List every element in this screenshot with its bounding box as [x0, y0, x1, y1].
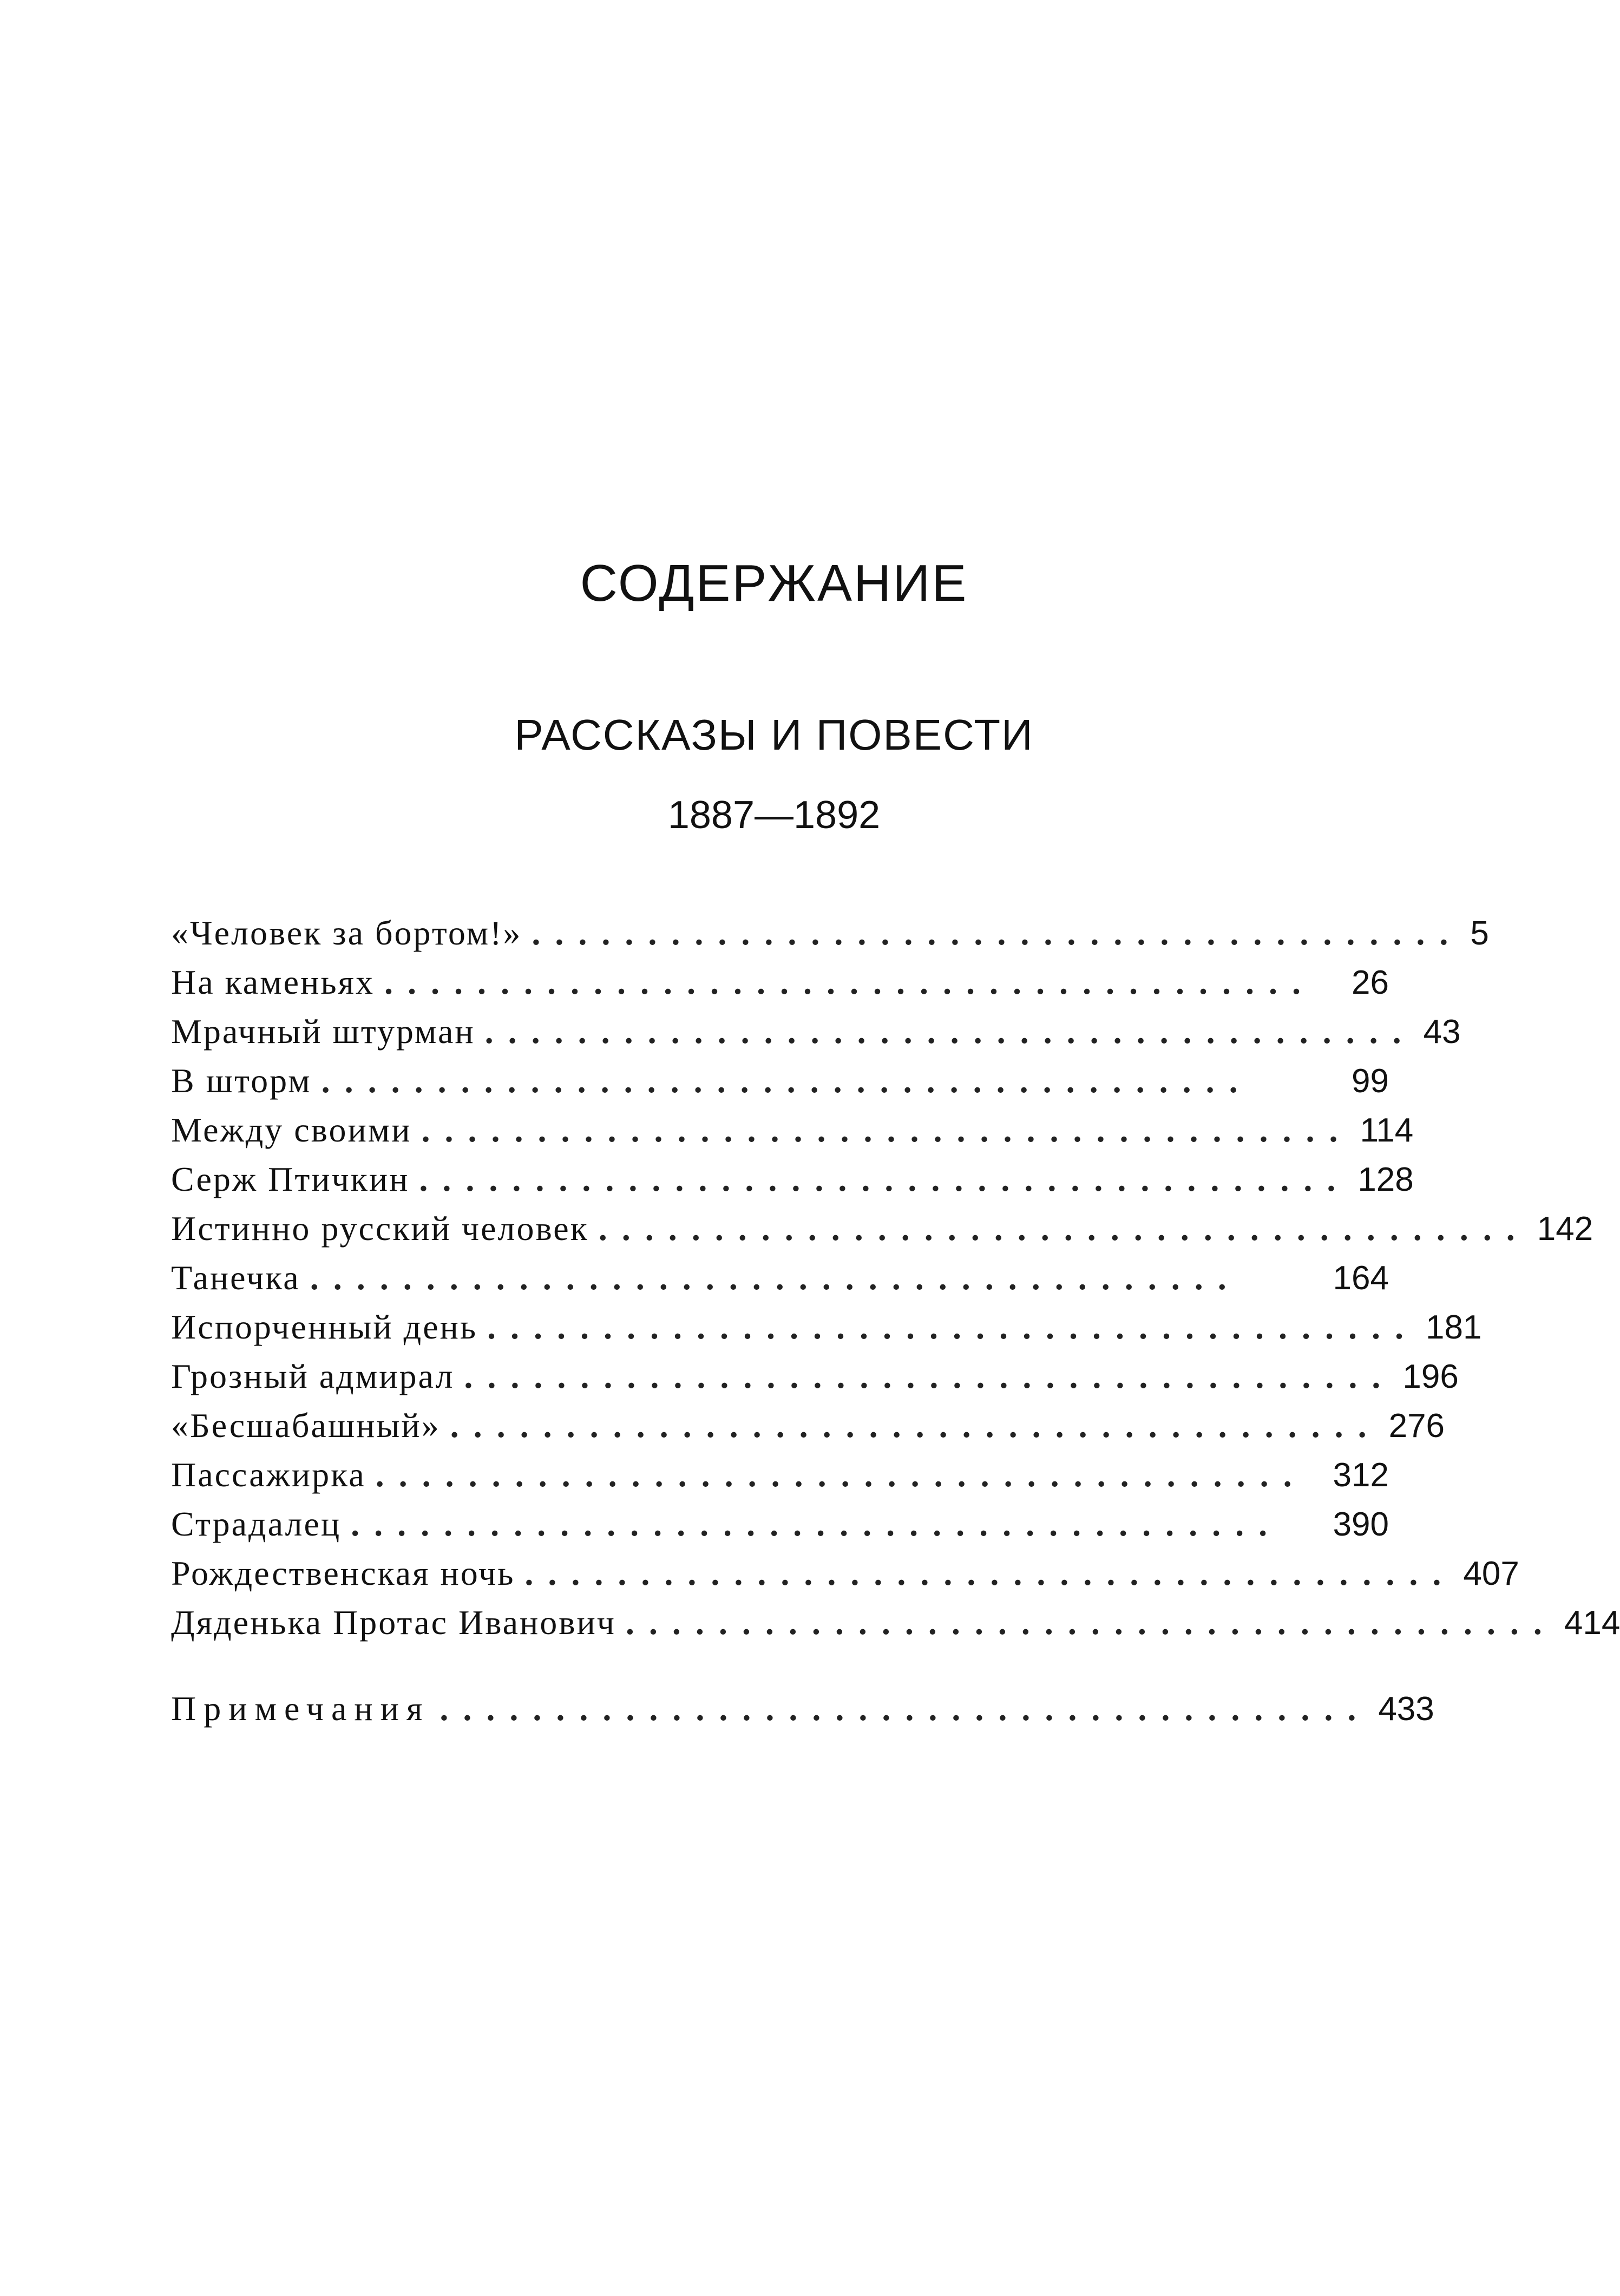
dot-leader: ........................................: [598, 1209, 1530, 1248]
dot-leader: ........................................: [532, 914, 1463, 952]
toc-entry[interactable]: [171, 1246, 1389, 1295]
dot-leader: ........................................: [375, 1455, 1307, 1494]
dot-leader: ........................................: [419, 1160, 1350, 1198]
toc-entry-title: На каменьях: [171, 963, 375, 1001]
toc-entry-page: 43: [1423, 1013, 1461, 1051]
dot-leader: ........................................: [310, 1258, 1241, 1297]
toc-entry-title: Между своими: [171, 1111, 412, 1149]
toc-entry[interactable]: [171, 1197, 1593, 1248]
toc-entry-page: 276: [1388, 1407, 1445, 1445]
toc-entry[interactable]: [171, 1541, 1519, 1592]
toc-entry-title: Пассажирка: [171, 1455, 366, 1494]
dot-leader: ........................................: [440, 1689, 1371, 1728]
dot-leader: ........................................: [321, 1061, 1252, 1100]
toc-entry[interactable]: [171, 1147, 1414, 1198]
toc-entry-title: Мрачный штурман: [171, 1012, 475, 1051]
dot-leader: ........................................: [450, 1406, 1381, 1445]
toc-entry[interactable]: [171, 1000, 1461, 1051]
toc-entry-title: «Бесшабашный»: [171, 1406, 441, 1445]
toc-entry-page: 407: [1463, 1555, 1519, 1592]
toc-entry[interactable]: [171, 1049, 1389, 1098]
toc-entry-page: 181: [1426, 1309, 1482, 1346]
dot-leader: ........................................: [384, 963, 1315, 1001]
toc-entry-title: Грозный адмирал: [171, 1357, 455, 1395]
dot-leader: ........................................: [421, 1111, 1353, 1149]
dot-leader: ........................................: [487, 1308, 1419, 1346]
dot-leader: ........................................: [524, 1554, 1456, 1592]
toc-entry-title: Примечания: [171, 1689, 430, 1728]
toc-entry-page: 414: [1564, 1604, 1620, 1642]
toc-entry-page: 26: [1352, 964, 1389, 1001]
section-heading: РАССКАЗЫ И ПОВЕСТИ: [514, 711, 1034, 759]
toc-entry-page: 5: [1470, 915, 1489, 952]
toc-entry-page: 433: [1378, 1690, 1434, 1728]
toc-entry[interactable]: [171, 1443, 1389, 1492]
toc-entry-page: 312: [1333, 1457, 1389, 1494]
toc-entry[interactable]: [171, 901, 1489, 952]
toc-entry-title: Дяденька Протас Иванович: [171, 1603, 616, 1642]
toc-entry-title: Страдалец: [171, 1505, 342, 1543]
toc-entry[interactable]: [171, 1344, 1459, 1395]
toc-entry-page: 390: [1333, 1506, 1389, 1543]
toc-entry-page: 128: [1357, 1161, 1414, 1198]
toc-entry-page: 196: [1402, 1358, 1459, 1395]
dot-leader: ........................................: [464, 1357, 1395, 1395]
dot-leader: ........................................: [484, 1012, 1416, 1051]
section-years: 1887—1892: [667, 793, 881, 837]
dot-leader: ........................................: [351, 1505, 1282, 1543]
toc-entry-title: Рождественская ночь: [171, 1554, 515, 1592]
toc-entry-title: Истинно русский человек: [171, 1209, 589, 1248]
table-of-contents: [171, 901, 1620, 1642]
toc-entry[interactable]: [171, 1098, 1414, 1149]
toc-entry-title: Серж Птичкин: [171, 1160, 410, 1198]
toc-entry-page: 114: [1360, 1112, 1414, 1149]
toc-entry-title: «Человек за бортом!»: [171, 914, 522, 952]
toc-entry-title: В шторм: [171, 1061, 312, 1100]
toc-entry[interactable]: [171, 1492, 1389, 1541]
toc-entry-notes[interactable]: [171, 1677, 1434, 1728]
toc-entry[interactable]: [171, 1394, 1445, 1445]
page-title: СОДЕРЖАНИЕ: [580, 554, 968, 612]
toc-entry-page: 99: [1352, 1062, 1389, 1100]
toc-entry-page: 164: [1333, 1259, 1389, 1297]
toc-entry[interactable]: [171, 1295, 1482, 1346]
toc-entry-page: 142: [1537, 1210, 1593, 1248]
dot-leader: ........................................: [625, 1603, 1557, 1642]
toc-entry[interactable]: [171, 1591, 1620, 1642]
toc-entry-title: Испорченный день: [171, 1308, 478, 1346]
toc-entry[interactable]: [171, 950, 1389, 1000]
toc-entry-title: Танечка: [171, 1258, 300, 1297]
